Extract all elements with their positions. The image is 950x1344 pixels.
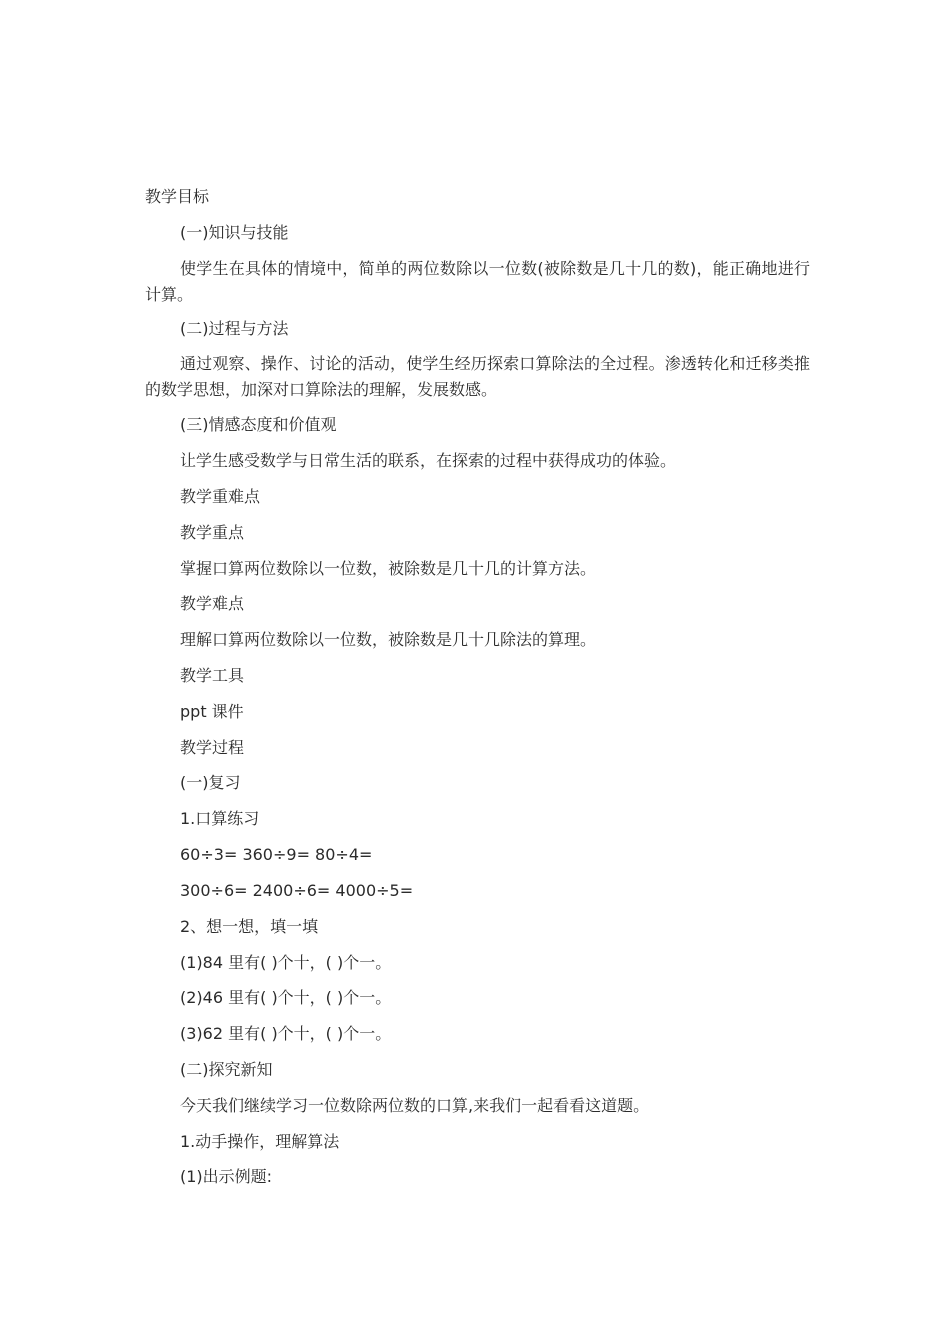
emotion-text: 让学生感受数学与日常生活的联系，在探索的过程中获得成功的体验。: [180, 451, 677, 470]
think-title: 2、想一想，填一填: [180, 917, 319, 936]
knowledge-title: (一)知识与技能: [180, 223, 289, 242]
heading-objectives: 教学目标: [145, 187, 210, 206]
review-title: (一)复习: [180, 773, 241, 792]
knowledge-text: 使学生在具体的情境中，简单的两位数除以一位数(被除数是几十几的数)，能正确地进行计算。: [145, 259, 810, 304]
emotion-title: (三)情感态度和价值观: [180, 415, 337, 434]
oral-line-1: 60÷3= 360÷9= 80÷4=: [180, 845, 373, 864]
process-heading: 教学过程: [180, 738, 245, 757]
process-title: (二)过程与方法: [180, 319, 289, 338]
fill-item: (3)62 里有( )个十，( )个一。: [180, 1024, 392, 1043]
key-difficult-heading: 教学重难点: [180, 487, 261, 506]
fill-item: (1)84 里有( )个十，( )个一。: [180, 953, 392, 972]
key-heading: 教学重点: [180, 523, 245, 542]
fill-item: (2)46 里有( )个十，( )个一。: [180, 988, 392, 1007]
oral-title: 1.口算练习: [180, 809, 260, 828]
oral-line-2: 300÷6= 2400÷6= 4000÷5=: [180, 881, 414, 900]
difficult-text: 理解口算两位数除以一位数，被除数是几十几除法的算理。: [180, 630, 597, 649]
explore-title: (二)探究新知: [180, 1060, 273, 1079]
example-title: (1)出示例题:: [180, 1167, 273, 1186]
difficult-heading: 教学难点: [180, 594, 245, 613]
hands-title: 1.动手操作，理解算法: [180, 1132, 340, 1151]
tools-text: ppt 课件: [180, 702, 244, 721]
explore-intro: 今天我们继续学习一位数除两位数的口算,来我们一起看看这道题。: [180, 1096, 650, 1115]
tools-heading: 教学工具: [180, 666, 245, 685]
key-text: 掌握口算两位数除以一位数，被除数是几十几的计算方法。: [180, 559, 597, 578]
process-text: 通过观察、操作、讨论的活动，使学生经历探索口算除法的全过程。渗透转化和迁移类推的数学思想，加深对口算除法的理解，发展数感。: [145, 354, 810, 399]
